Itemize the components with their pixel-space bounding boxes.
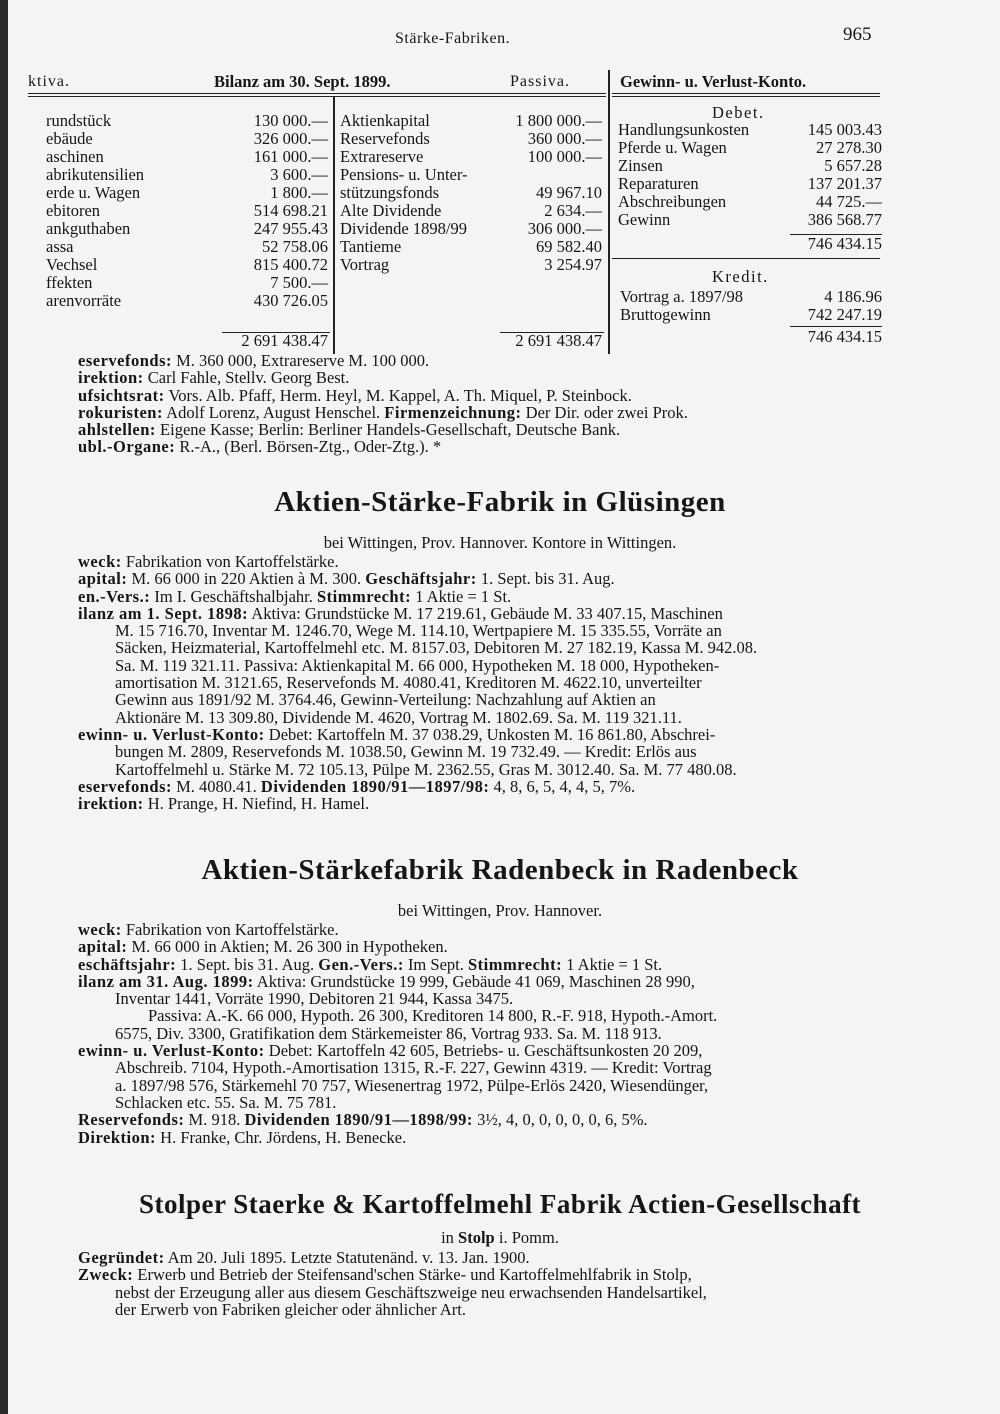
text: Abschreib. 7104, Hypoth.-Amortisation 1315, R.-F. 227, Gewinn 4319. — Kredit: Vortrag — [115, 1058, 712, 1078]
text: 1 Aktie = 1 St. — [411, 586, 512, 606]
table-cell: Bruttogewinn — [620, 305, 711, 324]
table-cell: ebäude — [46, 129, 93, 148]
table-cell: 360 000.— — [527, 129, 602, 148]
label: rokuristen: — [78, 402, 163, 422]
rule — [28, 93, 606, 94]
text: H. Franke, Chr. Jördens, H. Benecke. — [156, 1127, 407, 1147]
table-cell: 3 600.— — [270, 165, 328, 184]
table-cell: 306 000.— — [527, 219, 602, 238]
table-cell: 1 800 000.— — [515, 111, 602, 130]
table-cell: Vortrag — [340, 255, 390, 274]
column-rule — [608, 70, 610, 354]
table-cell: Reparaturen — [618, 174, 699, 193]
text-line — [78, 1007, 908, 1024]
table-cell: Gewinn — [618, 210, 671, 229]
text-line — [78, 990, 908, 1007]
label: ahlstellen: — [78, 420, 156, 440]
kredit-values — [770, 288, 882, 324]
table-cell: 247 955.43 — [253, 219, 328, 238]
text-line — [78, 795, 908, 812]
label: Zweck: — [78, 1265, 134, 1285]
label: ubl.-Organe: — [78, 437, 176, 457]
table-cell: 161 000.— — [253, 147, 328, 166]
table-cell: 4 186.96 — [824, 287, 882, 306]
text: Passiva: A.-K. 66 000, Hypoth. 26 300, Kreditoren 14 800, R.-F. 918, Hypoth.-Amort. — [148, 1006, 718, 1026]
text: 6575, Div. 3300, Gratifikation dem Stärkemeister 86, Vortrag 933. Sa. M. 118 913. — [115, 1023, 662, 1043]
debet-total: 746 434.15 — [807, 234, 882, 253]
table-cell: 44 725.— — [816, 192, 882, 211]
text-line — [78, 1042, 908, 1059]
table-cell — [470, 166, 602, 184]
text-line — [78, 674, 908, 691]
rule — [612, 93, 880, 94]
table-cell: Zinsen — [618, 156, 663, 175]
debet-heading: Debet. — [712, 103, 765, 122]
table-cell: 514 698.21 — [253, 201, 328, 220]
text: Inventar 1441, Vorräte 1990, Debitoren 21 944, Kassa 3475. — [115, 989, 514, 1009]
text: M. 66 000 in Aktien; M. 26 300 in Hypotheken. — [127, 937, 448, 957]
text: Gewinn aus 1891/92 M. 3764.46, Gewinn-Verteilung: Nachzahlung auf Aktien an — [115, 690, 656, 710]
table-cell: Abschreibungen — [618, 192, 727, 211]
table-cell: rundstück — [46, 111, 112, 130]
text: Debet: Kartoffeln 42 605, Betriebs- u. Geschäftsunkosten 20 209, — [264, 1041, 703, 1061]
label: eschäftsjahr: — [78, 954, 177, 974]
table-cell: 430 726.05 — [253, 291, 328, 310]
text: Am 20. Juli 1895. Letzte Statutenänd. v. 13. Jan. 1900. — [164, 1248, 530, 1267]
text-line — [78, 1301, 908, 1318]
label: Firmenzeichnung: — [384, 402, 522, 422]
table-cell: 2 634.— — [544, 201, 602, 220]
city: Stolp — [458, 1228, 495, 1247]
label: Gegründet: — [78, 1248, 165, 1267]
text-line — [78, 622, 908, 639]
text-line — [78, 1077, 908, 1094]
label: ewinn- u. Verlust-Konto: — [78, 1041, 265, 1061]
label: apital: — [78, 569, 128, 589]
company-subtitle: bei Wittingen, Prov. Hannover. Kontore in Wittingen. — [323, 533, 677, 552]
text: in — [441, 1228, 459, 1247]
table-cell: 52 758.06 — [262, 237, 328, 256]
text: 3½, 4, 0, 0, 0, 0, 0, 6, 5%. — [472, 1110, 648, 1130]
text: Fabrikation von Kartoffelstärke. — [121, 920, 339, 939]
text: Aktionäre M. 13 309.80, Dividende M. 4620, Vortrag M. 1802.69. Sa. M. 119 321.11. — [115, 707, 682, 727]
text: Sa. M. 119 321.11. Passiva: Aktienkapital M. 66 000, Hypotheken M. 18 000, Hypotheken- — [115, 655, 720, 675]
text-line — [78, 691, 908, 708]
text-line — [78, 761, 908, 778]
debet-values — [770, 121, 882, 229]
gv-heading: Gewinn- u. Verlust-Konto. — [620, 72, 807, 91]
table-cell: Aktienkapital — [340, 111, 430, 130]
table-cell: Tantieme — [340, 237, 402, 256]
table-cell: 27 278.30 — [816, 138, 882, 157]
label: apital: — [78, 937, 128, 957]
label: eservefonds: — [78, 776, 172, 796]
label: Stimmrecht: — [317, 586, 412, 606]
table-cell: ffekten — [46, 273, 93, 292]
company-notes — [78, 352, 908, 456]
text: Eigene Kasse; Berlin: Berliner Handels-Gesellschaft, Deutsche Bank. — [155, 420, 621, 440]
table-cell: 137 201.37 — [807, 174, 882, 193]
table-cell: 386 568.77 — [807, 210, 882, 229]
text: amortisation M. 3121.65, Reservefonds M. 4080.41, Kreditoren M. 4622.10, unverteilter — [115, 673, 702, 693]
text-line — [78, 639, 908, 656]
company-title: Aktien-Stärke-Fabrik in Glüsingen — [274, 486, 726, 518]
table-cell: 145 003.43 — [807, 120, 882, 139]
bilanz-heading: Bilanz am 30. Sept. 1899. — [214, 72, 391, 91]
debet-labels — [618, 121, 749, 229]
text: 1. Sept. bis 31. Aug. — [176, 954, 319, 974]
text: der Erwerb von Fabriken gleicher oder ähnlicher Art. — [115, 1299, 466, 1319]
text: Der Dir. oder zwei Prok. — [521, 402, 688, 422]
table-cell: 69 582.40 — [536, 237, 602, 256]
text-line — [78, 1249, 908, 1266]
text: bungen M. 2809, Reservefonds M. 1038.50, Gewinn M. 19 732.49. — Kredit: Erlös aus — [115, 742, 697, 762]
table-cell: Pensions- u. Unter- — [340, 165, 468, 184]
text: 4, 8, 6, 5, 4, 4, 5, 7%. — [489, 776, 636, 796]
passiva-values — [470, 112, 602, 274]
text: Aktiva: Grundstücke 19 999, Gebäude 41 069, Maschinen 28 990, — [253, 971, 695, 991]
text-line — [78, 588, 908, 605]
text: a. 1897/98 576, Stärkemehl 70 757, Wiesenertrag 1972, Pülpe-Erlös 2420, Wiesendünger, — [115, 1075, 709, 1095]
label: Stimmrecht: — [467, 954, 563, 974]
text: Carl Fahle, Stellv. Georg Best. — [143, 368, 350, 388]
text-line — [78, 973, 908, 990]
text: Vors. Alb. Pfaff, Herm. Heyl, M. Kappel, A. Th. Miquel, P. Steinbock. — [164, 385, 632, 405]
table-cell: aschinen — [46, 147, 104, 166]
table-cell: Pferde u. Wagen — [618, 138, 727, 157]
text: Debet: Kartoffeln M. 37 038.29, Unkosten M. 16 861.80, Abschrei- — [264, 724, 716, 744]
text-line — [78, 938, 908, 955]
label: Dividenden 1890/91—1897/98: — [260, 776, 490, 796]
label: irektion: — [78, 368, 144, 388]
rule — [612, 96, 880, 97]
company-subtitle — [0, 1229, 1000, 1246]
text-line — [78, 709, 908, 726]
text: R.-A., (Berl. Börsen-Ztg., Oder-Ztg.). * — [175, 437, 442, 457]
text: Im Sept. — [403, 954, 468, 974]
text: 1. Sept. bis 31. Aug. — [476, 569, 615, 589]
text-line — [78, 956, 908, 973]
company-title: Stolper Staerke & Kartoffelmehl Fabrik Actien-Gesellschaft — [138, 1189, 862, 1219]
label: ewinn- u. Verlust-Konto: — [78, 724, 265, 744]
text-line — [78, 1059, 908, 1076]
table-cell: 7 500.— — [270, 273, 328, 292]
text-line — [78, 1284, 908, 1301]
rule — [28, 96, 606, 97]
table-cell: Vechsel — [46, 255, 98, 274]
text: Säcken, Heizmaterial, Kartoffelmehl etc. M. 8157.03, Debitoren M. 27 182.19, Kassa M. 942.08. — [115, 638, 758, 658]
text-line — [78, 570, 908, 587]
text: Erwerb und Betrieb der Steifensand'schen Stärke- und Kartoffelmehlfabrik in Stolp, — [133, 1265, 692, 1285]
label: irektion: — [78, 794, 144, 814]
text-line — [78, 743, 908, 760]
text: Adolf Lorenz, August Henschel. — [162, 402, 385, 422]
table-cell: stützungsfonds — [340, 183, 439, 202]
column-rule — [333, 96, 335, 354]
text: M. 360 000, Extrareserve M. 100 000. — [171, 351, 430, 370]
label: en.-Vers.: — [78, 586, 151, 606]
table-cell: assa — [46, 237, 74, 256]
text: 1 Aktie = 1 St. — [562, 954, 663, 974]
table-cell: ebitoren — [46, 201, 101, 220]
text-line — [78, 1129, 908, 1146]
text: Kartoffelmehl u. Stärke M. 72 105.13, Pülpe M. 2362.55, Gras M. 3012.40. Sa. M. 77 480.08. — [115, 759, 737, 779]
label: ufsichtsrat: — [78, 385, 165, 405]
text: nebst der Erzeugung aller aus diesem Geschäftszweige neu erwachsenden Handelsartikel, — [115, 1282, 707, 1302]
table-cell: 130 000.— — [253, 111, 328, 130]
label: Direktion: — [78, 1127, 157, 1147]
company-title: Aktien-Stärkefabrik Radenbeck in Radenbeck — [201, 854, 799, 886]
text-line — [78, 921, 908, 938]
text: M. 15 716.70, Inventar M. 1246.70, Wege M. 114.10, Wertpapiere M. 15 335.55, Vorräte an — [115, 621, 722, 641]
text: M. 918. — [184, 1110, 245, 1130]
label: eservefonds: — [78, 351, 172, 370]
text-line — [78, 726, 908, 743]
rule — [612, 258, 880, 259]
text-line — [78, 605, 908, 622]
table-cell: 100 000.— — [527, 147, 602, 166]
text-line — [78, 1266, 908, 1283]
table-cell: 326 000.— — [253, 129, 328, 148]
text: Fabrikation von Kartoffelstärke. — [121, 552, 339, 571]
label: Geschäftsjahr: — [365, 569, 477, 589]
text: i. Pomm. — [494, 1228, 559, 1247]
label: weck: — [78, 920, 122, 939]
table-cell: 815 400.72 — [253, 255, 328, 274]
aktiva-heading: ktiva. — [28, 73, 70, 90]
table-cell: Reservefonds — [340, 129, 430, 148]
table-cell: 49 967.10 — [536, 183, 602, 202]
text-line — [78, 778, 908, 795]
passiva-heading: Passiva. — [510, 73, 570, 90]
text: H. Prange, H. Niefind, H. Hamel. — [143, 794, 370, 814]
page-number: 965 — [843, 24, 872, 45]
table-cell: ankguthaben — [46, 219, 131, 238]
aktiva-total: 2 691 438.47 — [241, 331, 328, 350]
label: ilanz am 31. Aug. 1899: — [78, 971, 254, 991]
table-cell: 1 800.— — [270, 183, 328, 202]
text-line — [78, 553, 908, 570]
text-line — [78, 657, 908, 674]
table-cell: Vortrag a. 1897/98 — [620, 287, 743, 306]
label: Reservefonds: — [78, 1110, 185, 1130]
table-cell: erde u. Wagen — [46, 183, 141, 202]
label: ilanz am 1. Sept. 1898: — [78, 603, 249, 623]
table-cell: Handlungsunkosten — [618, 120, 750, 139]
label: Gen.-Vers.: — [318, 954, 404, 974]
label: weck: — [78, 552, 122, 571]
text: Schlacken etc. 55. Sa. M. 75 781. — [115, 1092, 337, 1112]
label: Dividenden 1890/91—1898/99: — [244, 1110, 473, 1130]
text-line — [78, 1111, 908, 1128]
text-line — [78, 1094, 908, 1111]
table-cell: Alte Dividende — [340, 201, 442, 220]
table-cell: 742 247.19 — [807, 305, 882, 324]
aktiva-values — [204, 112, 328, 310]
aktiva-labels — [46, 112, 144, 310]
table-cell: Dividende 1898/99 — [340, 219, 467, 238]
table-cell: 3 254.97 — [544, 255, 602, 274]
kredit-labels — [620, 288, 743, 324]
company-details — [78, 553, 908, 812]
company-subtitle: bei Wittingen, Prov. Hannover. — [397, 901, 603, 920]
kredit-heading: Kredit. — [712, 267, 769, 286]
text: Aktiva: Grundstücke M. 17 219.61, Gebäude M. 33 407.15, Maschinen — [248, 603, 723, 623]
passiva-labels — [340, 112, 468, 274]
table-cell: arenvorräte — [46, 291, 122, 310]
kredit-total: 746 434.15 — [807, 327, 882, 346]
table-cell: abrikutensilien — [46, 165, 145, 184]
text: Im I. Geschäftshalbjahr. — [150, 586, 317, 606]
text: M. 4080.41. — [171, 776, 261, 796]
running-header: Stärke-Fabriken. — [395, 30, 511, 47]
text-line — [78, 1025, 908, 1042]
text: M. 66 000 in 220 Aktien à M. 300. — [127, 569, 366, 589]
table-cell: Extrareserve — [340, 147, 424, 166]
company-details — [78, 921, 908, 1146]
table-cell: 5 657.28 — [824, 156, 882, 175]
passiva-total: 2 691 438.47 — [515, 331, 602, 350]
company-details — [78, 1249, 908, 1318]
